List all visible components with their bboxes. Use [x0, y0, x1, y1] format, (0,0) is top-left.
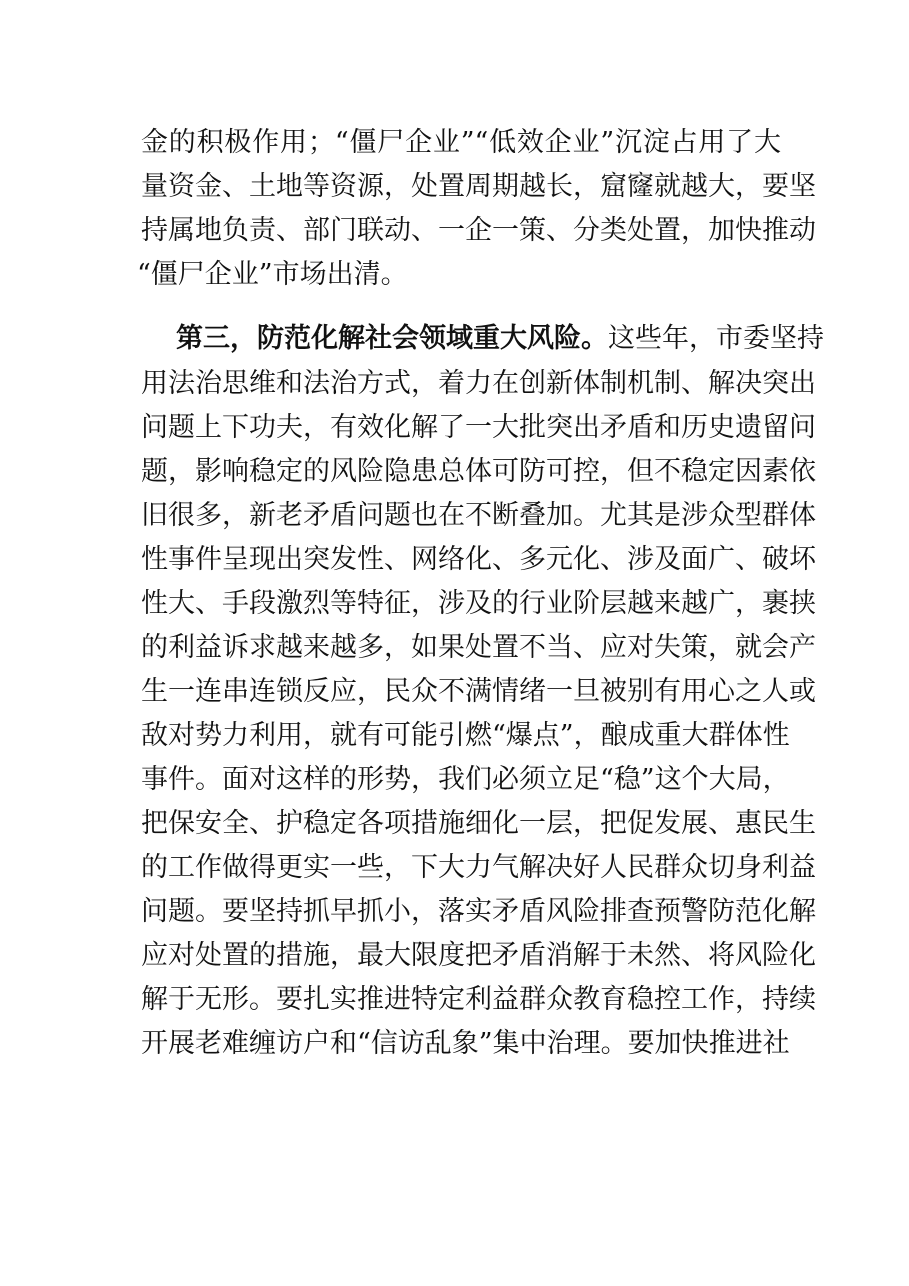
paragraph-1-line-3: 持属地负责、部门联动、一企一策、分类处置，加快推动: [141, 215, 816, 246]
paragraph-2-line-8: 的利益诉求越来越多，如果处置不当、应对失策，就会产: [141, 632, 816, 663]
paragraph-2-line-10: 敌对势力利用，就有可能引燃“爆点”，酿成重大群体性: [141, 720, 790, 751]
paragraph-2-line-2: 用法治思维和法治方式，着力在创新体制机制、解决突出: [141, 368, 816, 399]
paragraph-2-line-17: 开展老难缠访户和“信访乱象”集中治理。要加快推进社: [141, 1028, 790, 1059]
paragraph-2-line-1: [141, 317, 824, 361]
paragraph-1-line-2: 量资金、土地等资源，处置周期越长，窟窿就越大，要坚: [141, 171, 816, 202]
paragraph-2-line-1-rest: 这些年，市委坚持: [608, 323, 824, 354]
section-heading: 第三，防范化解社会领域重大风险。: [176, 323, 608, 354]
paragraph-2-line-14: 问题。要坚持抓早抓小，落实矛盾风险排查预警防范化解: [141, 896, 816, 927]
paragraph-2-line-7: 性大、手段激烈等特征，涉及的行业阶层越来越广，裹挟: [141, 588, 816, 619]
paragraph-2-line-12: 把保安全、护稳定各项措施细化一层，把促发展、惠民生: [141, 808, 816, 839]
paragraph-2-line-6: 性事件呈现出突发性、网络化、多元化、涉及面广、破坏: [141, 544, 816, 575]
paragraph-1-line-1: 金的积极作用；“僵尸企业”“低效企业”沉淀占用了大: [141, 127, 781, 158]
paragraph-1-line-4: “僵尸企业”市场出清。: [137, 259, 408, 290]
paragraph-2-line-11: 事件。面对这样的形势，我们必须立足“稳”这个大局，: [141, 764, 790, 795]
paragraph-2-line-3: 问题上下功夫，有效化解了一大批突出矛盾和历史遗留问: [141, 412, 816, 443]
paragraph-2-line-15: 应对处置的措施，最大限度把矛盾消解于未然、将风险化: [141, 940, 816, 971]
paragraph-2-line-5: 旧很多，新老矛盾问题也在不断叠加。尤其是涉众型群体: [141, 500, 816, 531]
paragraph-2-line-16: 解于无形。要扎实推进特定利益群众教育稳控工作，持续: [141, 984, 816, 1015]
paragraph-2-line-13: 的工作做得更实一些，下大力气解决好人民群众切身利益: [141, 852, 816, 883]
paragraph-2-line-9: 生一连串连锁反应，民众不满情绪一旦被别有用心之人或: [141, 676, 816, 707]
paragraph-2-line-4: 题，影响稳定的风险隐患总体可防可控，但不稳定因素依: [141, 456, 816, 487]
